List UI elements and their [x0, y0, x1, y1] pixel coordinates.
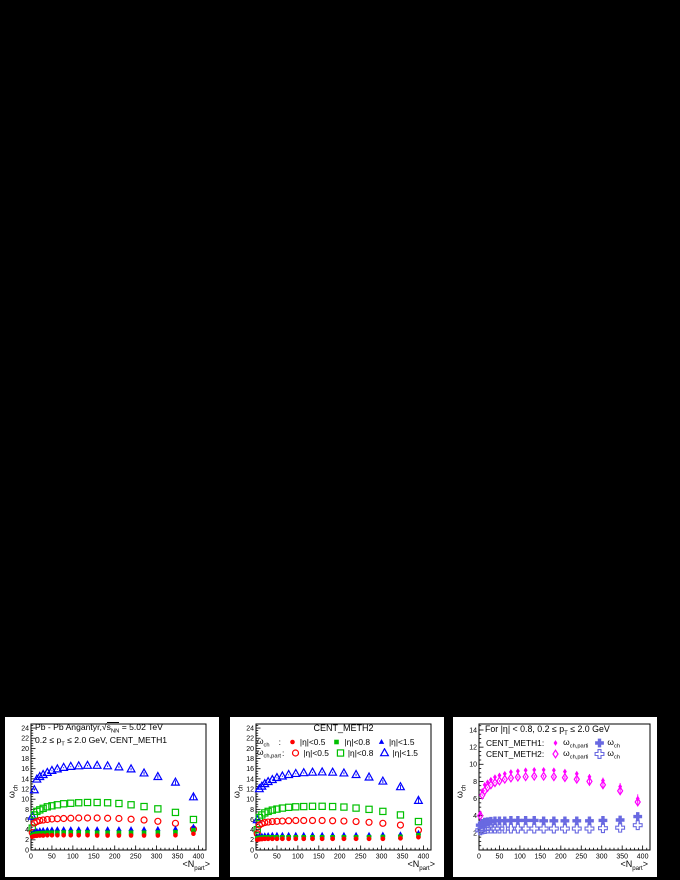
- y-axis-label: $\omega_{ch}$: [231, 784, 245, 799]
- panel1-title-line2: $0.2 \le p_T \le 2.0$ GeV, CENT_METH1: [35, 734, 168, 748]
- panel-cent-meth1: [5, 717, 219, 877]
- svg-text:2: 2: [250, 837, 254, 845]
- open-magenta-diamond-icon: [550, 749, 561, 759]
- series-omega-ch-eta1p5: [255, 830, 422, 839]
- series-omega-ch-part-eta0p8: [254, 803, 421, 833]
- svg-text:200: 200: [333, 853, 346, 861]
- svg-text:6: 6: [473, 795, 477, 803]
- svg-text:100: 100: [514, 853, 526, 861]
- panel2-title: CENT_METH2: [313, 723, 374, 733]
- svg-text:8: 8: [25, 806, 29, 814]
- svg-text:16: 16: [246, 766, 254, 774]
- series-meth1-omega-ch-parti: [478, 767, 639, 816]
- series-omega-ch-eta1p5: [30, 824, 197, 836]
- omega-ch-parti-label: $\omega_{ch,parti}$: [563, 737, 589, 750]
- filled-red-circle-icon: [287, 737, 298, 747]
- x-axis-label: $<N_{part}>$: [182, 859, 210, 872]
- svg-text:4: 4: [25, 827, 29, 835]
- legend-omega-ch-part-label: $\omega_{ch,part}$: [257, 747, 281, 760]
- svg-text:100: 100: [292, 853, 304, 861]
- svg-text:200: 200: [554, 853, 567, 861]
- svg-text:20: 20: [246, 745, 254, 753]
- svg-text:100: 100: [67, 853, 79, 861]
- svg-text:300: 300: [375, 853, 388, 861]
- series-omega-ch-part-eta0p5: [29, 815, 196, 836]
- panel1-title-line1: Pb - Pb $Angantyr,√s_{NN} = 5.02$ TeV: [35, 722, 163, 735]
- svg-text:150: 150: [312, 853, 325, 861]
- svg-text:0: 0: [254, 853, 258, 861]
- svg-text:300: 300: [595, 853, 608, 861]
- series-meth2-omega-ch-parti: [478, 772, 641, 819]
- series-omega-ch-eta0p8: [255, 833, 421, 841]
- series-omega-ch-eta0p8: [30, 828, 196, 838]
- svg-text:50: 50: [495, 853, 504, 861]
- x-axis-label: $<N_{part}>$: [407, 859, 435, 872]
- panel2-legend-row-omega-ch: $\omega_{ch}$ : |η|<0.5 |η|<0.8 |η|<1.5: [257, 736, 415, 749]
- svg-text:14: 14: [246, 776, 254, 784]
- series-omega-ch-part-eta0p8: [29, 799, 196, 831]
- svg-text:4: 4: [473, 813, 477, 821]
- series-omega-ch-eta0p5: [30, 831, 196, 839]
- svg-text:0: 0: [477, 853, 481, 861]
- filled-blue-triangle-icon: [376, 737, 387, 747]
- svg-text:350: 350: [616, 853, 629, 861]
- svg-text:8: 8: [473, 778, 477, 786]
- panel-method-comparison: [453, 717, 657, 877]
- filled-green-square-icon: [331, 737, 342, 747]
- panel2-legend-row-omega-ch-part: $\omega_{ch,part}$ : |η|<0.5 |η|<0.8 |η|<1.5: [257, 747, 418, 760]
- legend-entry-eta08: |η|<0.8: [344, 737, 370, 748]
- svg-text:24: 24: [246, 725, 254, 733]
- meth1-label: CENT_METH1:: [486, 738, 545, 749]
- svg-text:24: 24: [21, 725, 29, 733]
- panel3-legend-meth2: [486, 748, 620, 761]
- svg-text:14: 14: [469, 727, 477, 735]
- svg-text:18: 18: [21, 755, 29, 763]
- svg-text:0: 0: [250, 847, 254, 855]
- svg-text:4: 4: [250, 827, 254, 835]
- svg-text:10: 10: [246, 796, 254, 804]
- svg-text:14: 14: [21, 776, 29, 784]
- svg-text:10: 10: [21, 796, 29, 804]
- svg-text:150: 150: [534, 853, 547, 861]
- svg-text:22: 22: [246, 735, 254, 743]
- svg-text:6: 6: [25, 816, 29, 824]
- svg-text:200: 200: [108, 853, 121, 861]
- svg-text:20: 20: [21, 745, 29, 753]
- svg-text:12: 12: [21, 786, 29, 794]
- svg-text:2: 2: [473, 830, 477, 838]
- svg-text:22: 22: [21, 735, 29, 743]
- series-omega-ch-eta0p5: [255, 835, 421, 842]
- svg-text:50: 50: [273, 853, 281, 861]
- filled-magenta-diamond-icon: [550, 738, 561, 748]
- svg-text:250: 250: [129, 853, 142, 861]
- filled-violet-plus-icon: [594, 738, 605, 748]
- y-axis-label: $\omega_{ch}$: [454, 784, 468, 799]
- svg-text:12: 12: [246, 786, 254, 794]
- panel3-title: For |η| < 0.8, $0.2 \le p_T \le 2.0$ GeV: [485, 724, 610, 737]
- panel-cent-meth2: [230, 717, 444, 877]
- svg-text:250: 250: [354, 853, 367, 861]
- open-violet-plus-icon: [594, 749, 605, 759]
- svg-text:400: 400: [192, 853, 205, 861]
- svg-text:400: 400: [636, 853, 649, 861]
- svg-text:300: 300: [150, 853, 163, 861]
- legend-entry-eta15: |η|<1.5: [392, 748, 418, 759]
- omega-ch-parti-label: $\omega_{ch,parti}$: [563, 748, 589, 761]
- legend-entry-eta05: |η|<0.5: [299, 737, 326, 748]
- y-axis-label: $\omega_{ch}$: [6, 784, 20, 799]
- svg-text:8: 8: [250, 806, 254, 814]
- svg-text:18: 18: [246, 755, 254, 763]
- open-blue-triangle-icon: [379, 748, 390, 758]
- series-omega-ch-part-eta0p5: [254, 818, 421, 837]
- legend-entry-eta08: |η|<0.8: [347, 748, 374, 759]
- open-red-circle-icon: [290, 748, 301, 758]
- legend-omega-ch-label: $\omega_{ch}$: [257, 736, 270, 749]
- svg-text:2: 2: [25, 837, 29, 845]
- svg-text:10: 10: [469, 761, 477, 769]
- sqrt-symbol: √: [101, 722, 107, 732]
- svg-text:350: 350: [171, 853, 184, 861]
- omega-ch-label: $\omega_{ch}$: [607, 748, 620, 761]
- svg-text:150: 150: [87, 853, 100, 861]
- svg-text:0: 0: [29, 853, 33, 861]
- legend-entry-eta15: |η|<1.5: [389, 737, 415, 748]
- svg-text:250: 250: [575, 853, 588, 861]
- svg-text:6: 6: [250, 816, 254, 824]
- svg-text:400: 400: [417, 853, 430, 861]
- x-axis-label: $<N_{part}>$: [620, 859, 648, 872]
- svg-text:16: 16: [21, 766, 29, 774]
- svg-text:0: 0: [25, 847, 29, 855]
- omega-ch-label: $\omega_{ch}$: [607, 737, 620, 750]
- panel1-info-text: [35, 722, 167, 751]
- open-green-square-icon: [335, 748, 346, 758]
- svg-text:50: 50: [48, 853, 56, 861]
- svg-text:350: 350: [396, 853, 409, 861]
- meth2-label: CENT_METH2:: [486, 749, 545, 760]
- legend-entry-eta05: |η|<0.5: [303, 748, 329, 759]
- svg-text:12: 12: [469, 744, 477, 752]
